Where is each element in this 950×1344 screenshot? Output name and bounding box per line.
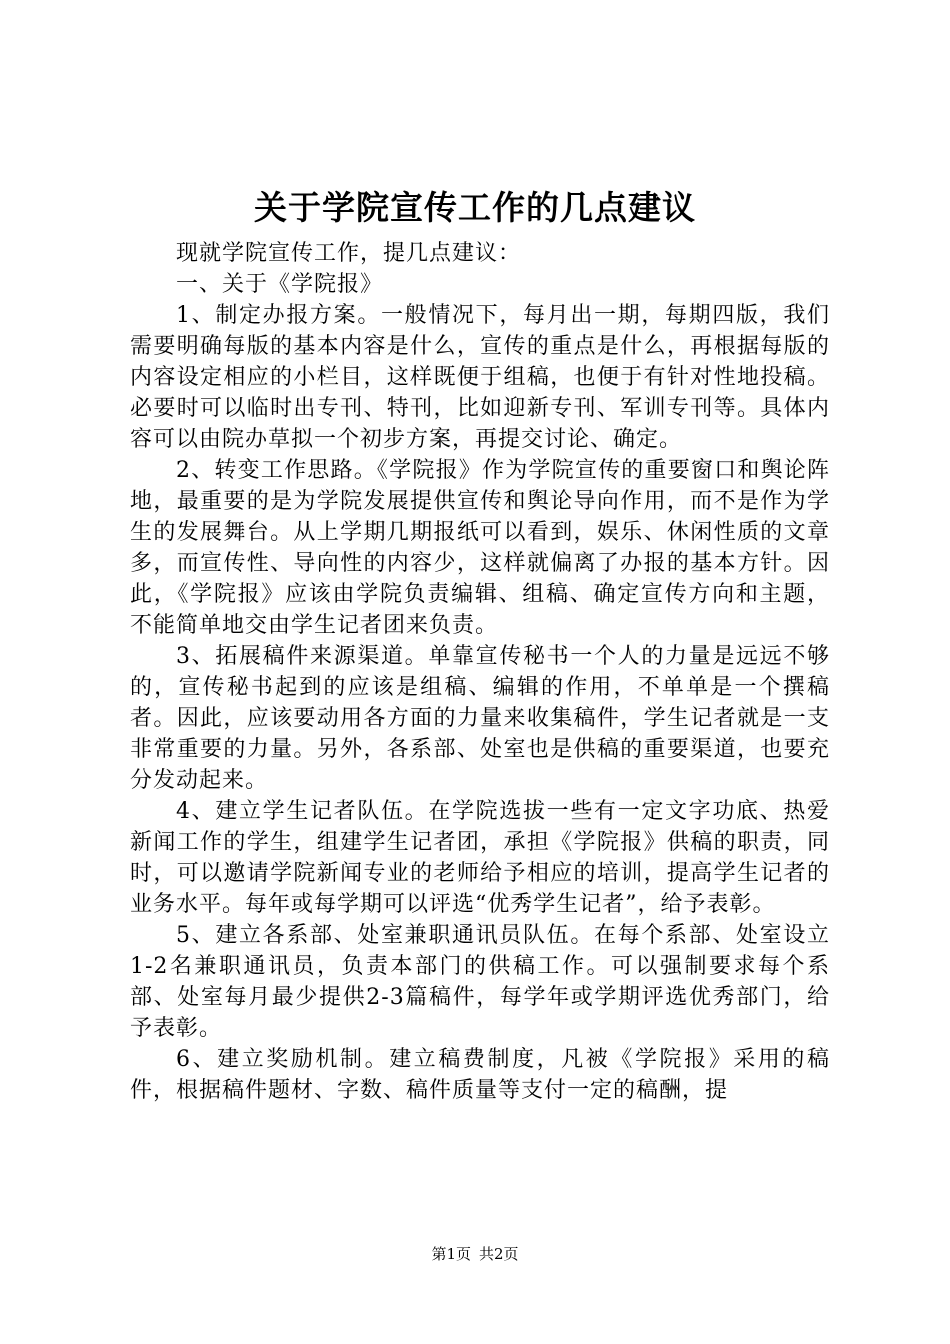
- body-paragraph: 4、建立学生记者队伍。在学院选拔一些有一定文字功底、热爱新闻工作的学生，组建学生记者团，承担《学院报》供稿的职责，同时，可以邀请学院新闻专业的老师给予相应的培训，提高学生记者的业务水平。每年或每学期可以评选“优秀学生记者”，给予表彰。: [130, 799, 830, 917]
- body-paragraph: 现就学院宣传工作，提几点建议：: [176, 241, 522, 266]
- body-paragraph: 2、转变工作思路。《学院报》作为学院宣传的重要窗口和舆论阵地，最重要的是为学院发展提供宣传和舆论导向作用，而不是作为学生的发展舞台。从上学期几期报纸可以看到，娱乐、休闲性质的文章多，而宣传性、导向性的内容少，这样就偏离了办报的基本方针。因此，《学院报》应该由学院负责编辑、组稿、确定宣传方向和主题，不能简单地交由学生记者团来负责。: [130, 458, 830, 638]
- page-footer: [0, 1244, 950, 1264]
- document-body: [130, 238, 830, 1106]
- page-number: 第1页: [431, 1245, 471, 1263]
- section-heading: 一、关于《学院报》: [176, 272, 384, 297]
- body-paragraph: 6、建立奖励机制。建立稿费制度，凡被《学院报》采用的稿件，根据稿件题材、字数、稿件质量等支付一定的稿酬，提: [130, 1047, 830, 1103]
- body-paragraph: 3、拓展稿件来源渠道。单靠宣传秘书一个人的力量是远远不够的，宣传秘书起到的应该是组稿、编辑的作用，不单单是一个撰稿者。因此，应该要动用各方面的力量来收集稿件，学生记者就是一支非常重要的力量。另外，各系部、处室也是供稿的重要渠道，也要充分发动起来。: [130, 644, 830, 793]
- body-paragraph: 1、制定办报方案。一般情况下，每月出一期，每期四版，我们需要明确每版的基本内容是什么，宣传的重点是什么，再根据每版的内容设定相应的小栏目，这样既便于组稿，也便于有针对性地投稿。必要时可以临时出专刊、特刊，比如迎新专刊、军训专刊等。具体内容可以由院办草拟一个初步方案，再提交讨论、确定。: [130, 303, 830, 452]
- page-total: 共2页: [479, 1245, 519, 1263]
- body-paragraph: 5、建立各系部、处室兼职通讯员队伍。在每个系部、处室设立1-2名兼职通讯员，负责本部门的供稿工作。可以强制要求每个系部、处室每月最少提供2-3篇稿件，每学年或学期评选优秀部门，给予表彰。: [130, 923, 830, 1041]
- document-title: 关于学院宣传工作的几点建议: [254, 188, 696, 227]
